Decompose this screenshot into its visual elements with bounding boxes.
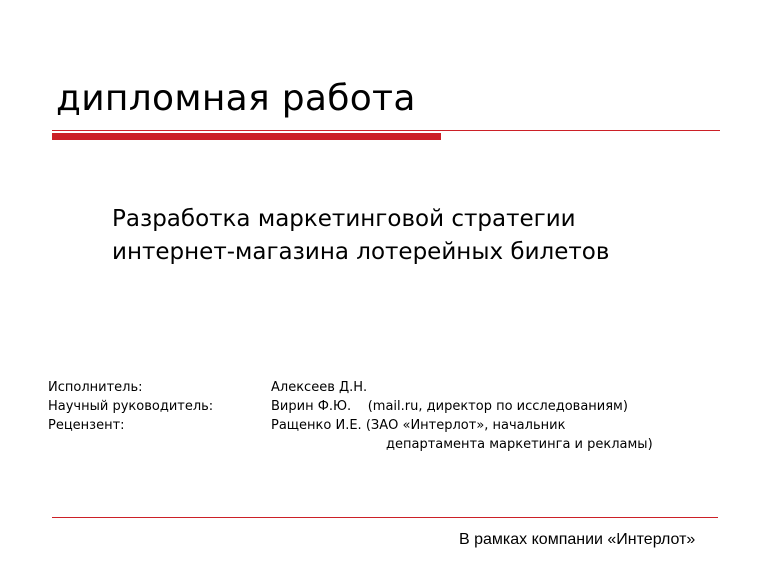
subtitle-line-2: интернет-магазина лотерейных билетов [112,239,610,265]
slide-title: дипломная работа [56,78,416,119]
role-label: Научный руководитель: [48,399,214,414]
subtitle-line-1: Разработка маркетинговой стратегии [112,206,576,232]
title-underline-bar [52,133,441,140]
footer-divider [52,517,718,518]
slide-subtitle [112,203,609,269]
person-name: Вирин Ф.Ю. (mail.ru, директор по исследованиям) [271,399,628,414]
person-continuation: департамента маркетинга и рекламы) [386,437,653,452]
person-name: Ращенко И.Е. (ЗАО «Интерлот», начальник [271,418,566,433]
role-label: Рецензент: [48,418,125,433]
role-label: Исполнитель: [48,380,143,395]
person-name: Алексеев Д.Н. [271,380,368,395]
title-underline-thin [52,130,720,131]
footer-text: В рамках компании «Интерлот» [459,531,696,548]
